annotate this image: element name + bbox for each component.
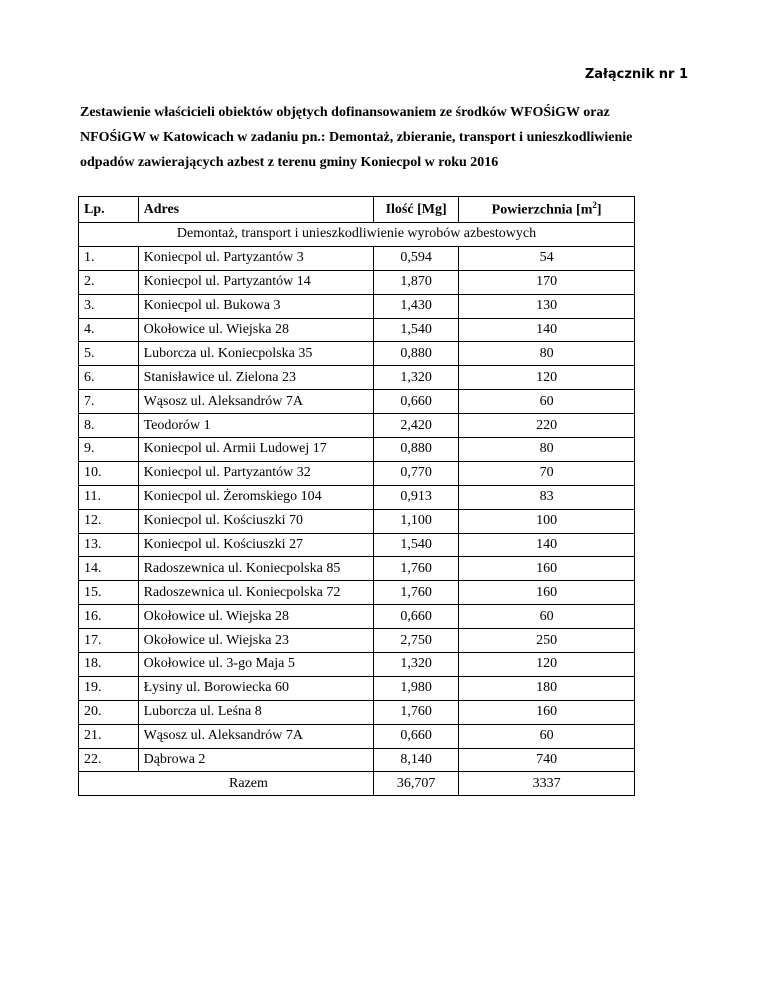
cell-quantity: 1,540 xyxy=(373,533,458,557)
table-row xyxy=(79,581,635,605)
cell-quantity: 1,100 xyxy=(373,509,458,533)
cell-area: 130 xyxy=(459,294,635,318)
cell-quantity: 1,760 xyxy=(373,700,458,724)
cell-address: Łysiny ul. Borowiecka 60 xyxy=(138,676,373,700)
cell-lp: 22. xyxy=(79,748,139,772)
cell-address: Luborcza ul. Koniecpolska 35 xyxy=(138,342,373,366)
cell-quantity: 1,320 xyxy=(373,653,458,677)
section-title: Demontaż, transport i unieszkodliwienie wyrobów azbestowych xyxy=(79,223,635,247)
header-area xyxy=(459,197,635,223)
cell-area: 60 xyxy=(459,724,635,748)
cell-quantity: 0,770 xyxy=(373,461,458,485)
cell-lp: 5. xyxy=(79,342,139,366)
cell-area: 100 xyxy=(459,509,635,533)
cell-quantity: 1,430 xyxy=(373,294,458,318)
header-quantity: Ilość [Mg] xyxy=(373,197,458,223)
table-row xyxy=(79,438,635,462)
cell-quantity: 2,420 xyxy=(373,414,458,438)
heading-line-1: Zestawienie właścicieli obiektów objętych dofinansowaniem ze środków WFOŚiGW oraz xyxy=(80,105,610,120)
cell-area: 83 xyxy=(459,485,635,509)
cell-address: Stanisławice ul. Zielona 23 xyxy=(138,366,373,390)
cell-area: 160 xyxy=(459,557,635,581)
cell-address: Koniecpol ul. Kościuszki 70 xyxy=(138,509,373,533)
cell-quantity: 0,880 xyxy=(373,438,458,462)
table-row xyxy=(79,509,635,533)
cell-lp: 13. xyxy=(79,533,139,557)
table-row xyxy=(79,748,635,772)
header-lp: Lp. xyxy=(79,197,139,223)
cell-area: 220 xyxy=(459,414,635,438)
section-row xyxy=(79,223,635,247)
total-area: 3337 xyxy=(459,772,635,796)
cell-area: 140 xyxy=(459,533,635,557)
header-area-sup: 2 xyxy=(592,200,597,211)
cell-area: 120 xyxy=(459,653,635,677)
cell-address: Okołowice ul. Wiejska 28 xyxy=(138,318,373,342)
cell-area: 80 xyxy=(459,438,635,462)
cell-quantity: 2,750 xyxy=(373,629,458,653)
total-quantity: 36,707 xyxy=(373,772,458,796)
cell-lp: 6. xyxy=(79,366,139,390)
cell-quantity: 0,660 xyxy=(373,390,458,414)
cell-address: Koniecpol ul. Partyzantów 14 xyxy=(138,270,373,294)
cell-lp: 10. xyxy=(79,461,139,485)
cell-quantity: 0,594 xyxy=(373,246,458,270)
cell-quantity: 1,540 xyxy=(373,318,458,342)
table-row xyxy=(79,676,635,700)
table-row xyxy=(79,557,635,581)
table-row xyxy=(79,246,635,270)
cell-area: 80 xyxy=(459,342,635,366)
cell-lp: 14. xyxy=(79,557,139,581)
asbestos-table xyxy=(78,196,635,796)
header-area-text: Powierzchnia [m xyxy=(491,202,593,218)
cell-area: 54 xyxy=(459,246,635,270)
cell-address: Okołowice ul. 3-go Maja 5 xyxy=(138,653,373,677)
table-row xyxy=(79,294,635,318)
cell-address: Okołowice ul. Wiejska 23 xyxy=(138,629,373,653)
heading-line-3: odpadów zawierających azbest z terenu gminy Koniecpol w roku 2016 xyxy=(80,155,499,170)
total-label: Razem xyxy=(79,772,374,796)
table-row xyxy=(79,605,635,629)
cell-area: 250 xyxy=(459,629,635,653)
cell-address: Koniecpol ul. Partyzantów 32 xyxy=(138,461,373,485)
cell-address: Wąsosz ul. Aleksandrów 7A xyxy=(138,724,373,748)
cell-area: 160 xyxy=(459,581,635,605)
cell-quantity: 1,320 xyxy=(373,366,458,390)
cell-lp: 11. xyxy=(79,485,139,509)
table-row xyxy=(79,653,635,677)
cell-quantity: 1,980 xyxy=(373,676,458,700)
cell-lp: 20. xyxy=(79,700,139,724)
table-row xyxy=(79,629,635,653)
cell-area: 140 xyxy=(459,318,635,342)
cell-lp: 4. xyxy=(79,318,139,342)
cell-lp: 3. xyxy=(79,294,139,318)
cell-quantity: 1,870 xyxy=(373,270,458,294)
heading-line-2: NFOŚiGW w Katowicach w zadaniu pn.: Demontaż, zbieranie, transport i unieszkodliwienie xyxy=(80,130,633,145)
cell-area: 160 xyxy=(459,700,635,724)
cell-address: Luborcza ul. Leśna 8 xyxy=(138,700,373,724)
cell-address: Teodorów 1 xyxy=(138,414,373,438)
cell-lp: 17. xyxy=(79,629,139,653)
header-address: Adres xyxy=(138,197,373,223)
cell-address: Koniecpol ul. Kościuszki 27 xyxy=(138,533,373,557)
cell-quantity: 0,660 xyxy=(373,605,458,629)
cell-address: Radoszewnica ul. Koniecpolska 72 xyxy=(138,581,373,605)
cell-address: Koniecpol ul. Armii Ludowej 17 xyxy=(138,438,373,462)
cell-area: 70 xyxy=(459,461,635,485)
cell-address: Koniecpol ul. Bukowa 3 xyxy=(138,294,373,318)
cell-lp: 15. xyxy=(79,581,139,605)
cell-address: Dąbrowa 2 xyxy=(138,748,373,772)
cell-quantity: 1,760 xyxy=(373,557,458,581)
cell-address: Koniecpol ul. Żeromskiego 104 xyxy=(138,485,373,509)
header-area-close: ] xyxy=(596,202,602,218)
cell-address: Okołowice ul. Wiejska 28 xyxy=(138,605,373,629)
table-row xyxy=(79,700,635,724)
table-row xyxy=(79,270,635,294)
cell-lp: 2. xyxy=(79,270,139,294)
cell-lp: 7. xyxy=(79,390,139,414)
cell-address: Koniecpol ul. Partyzantów 3 xyxy=(138,246,373,270)
table-row xyxy=(79,366,635,390)
cell-area: 180 xyxy=(459,676,635,700)
cell-quantity: 0,880 xyxy=(373,342,458,366)
cell-quantity: 0,660 xyxy=(373,724,458,748)
document-heading xyxy=(80,100,700,175)
cell-address: Radoszewnica ul. Koniecpolska 85 xyxy=(138,557,373,581)
total-row xyxy=(79,772,635,796)
table-row xyxy=(79,390,635,414)
table-row xyxy=(79,342,635,366)
table-row xyxy=(79,485,635,509)
cell-lp: 1. xyxy=(79,246,139,270)
table-row xyxy=(79,724,635,748)
annex-label: Załącznik nr 1 xyxy=(584,67,688,82)
cell-area: 170 xyxy=(459,270,635,294)
cell-area: 740 xyxy=(459,748,635,772)
cell-area: 60 xyxy=(459,605,635,629)
table-row xyxy=(79,414,635,438)
cell-quantity: 1,760 xyxy=(373,581,458,605)
table-header-row xyxy=(79,197,635,223)
table-row xyxy=(79,461,635,485)
cell-lp: 16. xyxy=(79,605,139,629)
cell-quantity: 0,913 xyxy=(373,485,458,509)
table-row xyxy=(79,318,635,342)
cell-area: 60 xyxy=(459,390,635,414)
cell-lp: 8. xyxy=(79,414,139,438)
cell-quantity: 8,140 xyxy=(373,748,458,772)
cell-lp: 9. xyxy=(79,438,139,462)
cell-lp: 19. xyxy=(79,676,139,700)
cell-lp: 18. xyxy=(79,653,139,677)
cell-address: Wąsosz ul. Aleksandrów 7A xyxy=(138,390,373,414)
cell-area: 120 xyxy=(459,366,635,390)
cell-lp: 21. xyxy=(79,724,139,748)
cell-lp: 12. xyxy=(79,509,139,533)
table-row xyxy=(79,533,635,557)
